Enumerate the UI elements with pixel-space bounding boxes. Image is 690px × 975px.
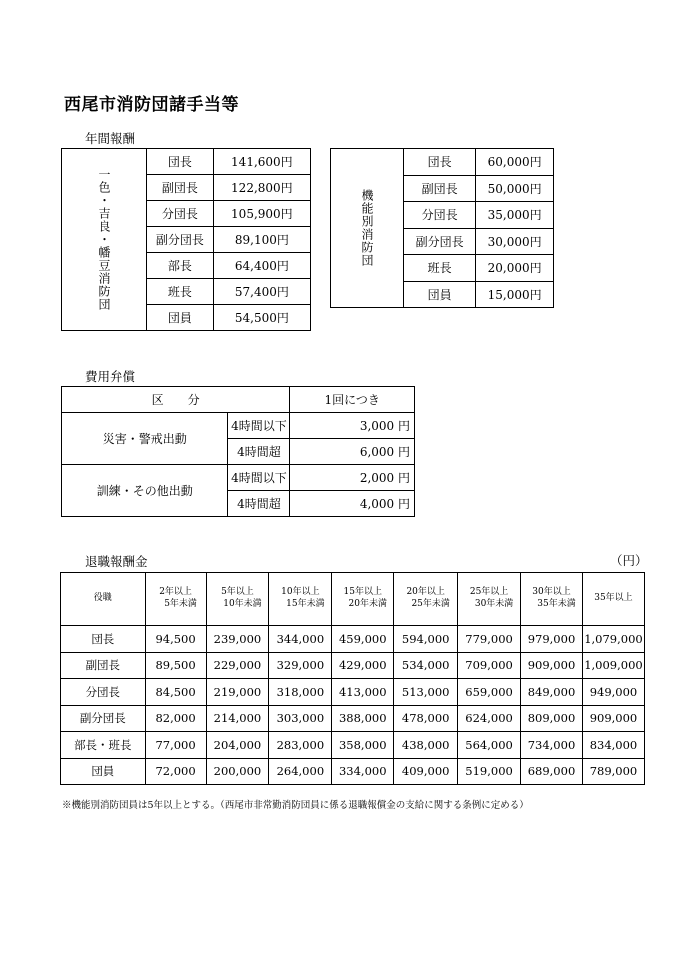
retirement-row bbox=[61, 652, 645, 679]
annual-role: 副団長 bbox=[404, 175, 476, 202]
retirement-value: 89,500 bbox=[145, 652, 206, 679]
expense-category: 訓練・その他出動 bbox=[62, 465, 228, 517]
retirement-value: 82,000 bbox=[145, 705, 206, 732]
retirement-value: 200,000 bbox=[206, 758, 269, 785]
header-30-35: 30年以上 35年未満 bbox=[521, 573, 583, 626]
retirement-header-row bbox=[61, 573, 645, 626]
retirement-value: 239,000 bbox=[206, 626, 269, 653]
annual-role: 副分団長 bbox=[404, 228, 476, 255]
retirement-value: 689,000 bbox=[521, 758, 583, 785]
expense-table bbox=[61, 386, 415, 517]
retirement-value: 329,000 bbox=[269, 652, 332, 679]
retirement-value: 849,000 bbox=[521, 679, 583, 706]
annual-role: 団員 bbox=[147, 305, 214, 331]
retirement-value: 1,009,000 bbox=[582, 652, 644, 679]
retirement-value: 789,000 bbox=[582, 758, 644, 785]
retirement-value: 624,000 bbox=[458, 705, 521, 732]
retirement-role: 団員 bbox=[61, 758, 146, 785]
retirement-value: 72,000 bbox=[145, 758, 206, 785]
retirement-value: 409,000 bbox=[394, 758, 458, 785]
retirement-value: 979,000 bbox=[521, 626, 583, 653]
annual-table-main bbox=[61, 148, 311, 331]
retirement-role: 分団長 bbox=[61, 679, 146, 706]
retirement-value: 459,000 bbox=[332, 626, 394, 653]
retirement-table bbox=[60, 572, 645, 785]
annual-role: 団員 bbox=[404, 281, 476, 308]
retirement-value: 594,000 bbox=[394, 626, 458, 653]
expense-amount-header: 1回につき bbox=[290, 387, 415, 413]
annual-amount: 64,400円 bbox=[213, 253, 310, 279]
annual-role: 班長 bbox=[404, 255, 476, 282]
retirement-value: 779,000 bbox=[458, 626, 521, 653]
retirement-value: 77,000 bbox=[145, 732, 206, 759]
expense-duration: 4時間超 bbox=[228, 439, 290, 465]
retirement-value: 429,000 bbox=[332, 652, 394, 679]
retirement-value: 283,000 bbox=[269, 732, 332, 759]
expense-heading: 費用弁償 bbox=[85, 369, 136, 384]
footnote: ※機能別消防団員は5年以上とする。（西尾市非常勤消防団員に係る退職報償金の支給に関する条例に定める） bbox=[62, 800, 529, 811]
annual-amount: 89,100円 bbox=[213, 227, 310, 253]
retirement-row bbox=[61, 679, 645, 706]
expense-amount: 2,000 円 bbox=[290, 465, 415, 491]
header-5-10: 5年以上 10年未満 bbox=[206, 573, 269, 626]
header-role: 役職 bbox=[61, 573, 146, 626]
annual-amount: 20,000円 bbox=[476, 255, 554, 282]
annual-amount: 50,000円 bbox=[476, 175, 554, 202]
annual-amount: 122,800円 bbox=[213, 175, 310, 201]
annual-role: 団長 bbox=[404, 149, 476, 176]
annual-amount: 35,000円 bbox=[476, 202, 554, 229]
expense-duration: 4時間以下 bbox=[228, 465, 290, 491]
annual-role: 副団長 bbox=[147, 175, 214, 201]
retirement-row bbox=[61, 732, 645, 759]
retirement-value: 909,000 bbox=[521, 652, 583, 679]
annual-role: 副分団長 bbox=[147, 227, 214, 253]
retirement-value: 909,000 bbox=[582, 705, 644, 732]
retirement-row bbox=[61, 705, 645, 732]
retirement-value: 358,000 bbox=[332, 732, 394, 759]
annual-role: 団長 bbox=[147, 149, 214, 175]
expense-category: 災害・警戒出動 bbox=[62, 413, 228, 465]
annual-role: 分団長 bbox=[147, 201, 214, 227]
annual-amount: 60,000円 bbox=[476, 149, 554, 176]
retirement-value: 264,000 bbox=[269, 758, 332, 785]
expense-row bbox=[62, 465, 415, 491]
retirement-value: 94,500 bbox=[145, 626, 206, 653]
retirement-value: 478,000 bbox=[394, 705, 458, 732]
annual-amount: 54,500円 bbox=[213, 305, 310, 331]
header-25-30: 25年以上 30年未満 bbox=[458, 573, 521, 626]
retirement-value: 659,000 bbox=[458, 679, 521, 706]
retirement-role: 団長 bbox=[61, 626, 146, 653]
main-annual-row bbox=[62, 149, 311, 175]
header-10-15: 10年以上 15年未満 bbox=[269, 573, 332, 626]
retirement-role: 部長・班長 bbox=[61, 732, 146, 759]
header-15-20: 15年以上 20年未満 bbox=[332, 573, 394, 626]
main-group-label-cell bbox=[62, 149, 147, 331]
annual-amount: 105,900円 bbox=[213, 201, 310, 227]
retirement-value: 534,000 bbox=[394, 652, 458, 679]
expense-row bbox=[62, 413, 415, 439]
retirement-value: 513,000 bbox=[394, 679, 458, 706]
annual-role: 班長 bbox=[147, 279, 214, 305]
retirement-heading: 退職報酬金 bbox=[85, 554, 148, 569]
retirement-value: 438,000 bbox=[394, 732, 458, 759]
retirement-value: 949,000 bbox=[582, 679, 644, 706]
annual-amount: 15,000円 bbox=[476, 281, 554, 308]
retirement-value: 734,000 bbox=[521, 732, 583, 759]
expense-amount: 6,000 円 bbox=[290, 439, 415, 465]
annual-amount: 30,000円 bbox=[476, 228, 554, 255]
annual-amount: 57,400円 bbox=[213, 279, 310, 305]
retirement-value: 84,500 bbox=[145, 679, 206, 706]
retirement-value: 303,000 bbox=[269, 705, 332, 732]
expense-duration: 4時間超 bbox=[228, 491, 290, 517]
expense-amount: 3,000 円 bbox=[290, 413, 415, 439]
expense-duration: 4時間以下 bbox=[228, 413, 290, 439]
retirement-value: 834,000 bbox=[582, 732, 644, 759]
annual-role: 分団長 bbox=[404, 202, 476, 229]
header-20-25: 20年以上 25年未満 bbox=[394, 573, 458, 626]
annual-amount: 141,600円 bbox=[213, 149, 310, 175]
retirement-value: 564,000 bbox=[458, 732, 521, 759]
retirement-row bbox=[61, 758, 645, 785]
retirement-role: 副団長 bbox=[61, 652, 146, 679]
functional-annual-row bbox=[331, 149, 554, 176]
main-group-label: 一色・吉良・幡豆消防団 bbox=[97, 168, 111, 311]
retirement-value: 413,000 bbox=[332, 679, 394, 706]
expense-category-header: 区 分 bbox=[62, 387, 290, 413]
retirement-value: 229,000 bbox=[206, 652, 269, 679]
header-35-plus: 35年以上 bbox=[582, 573, 644, 626]
annual-role: 部長 bbox=[147, 253, 214, 279]
retirement-value: 709,000 bbox=[458, 652, 521, 679]
retirement-value: 318,000 bbox=[269, 679, 332, 706]
annual-heading: 年間報酬 bbox=[85, 131, 136, 146]
annual-table-functional bbox=[330, 148, 554, 308]
retirement-value: 204,000 bbox=[206, 732, 269, 759]
functional-group-label: 機能別消防団 bbox=[360, 189, 374, 267]
header-2-5: 2年以上 5年未満 bbox=[145, 573, 206, 626]
functional-group-label-cell bbox=[331, 149, 404, 308]
retirement-role: 副分団長 bbox=[61, 705, 146, 732]
retirement-value: 1,079,000 bbox=[582, 626, 644, 653]
expense-header-row bbox=[62, 387, 415, 413]
retirement-value: 809,000 bbox=[521, 705, 583, 732]
retirement-value: 214,000 bbox=[206, 705, 269, 732]
expense-amount: 4,000 円 bbox=[290, 491, 415, 517]
retirement-value: 334,000 bbox=[332, 758, 394, 785]
retirement-value: 344,000 bbox=[269, 626, 332, 653]
retirement-value: 519,000 bbox=[458, 758, 521, 785]
retirement-unit: （円） bbox=[610, 553, 648, 568]
retirement-value: 388,000 bbox=[332, 705, 394, 732]
page-title: 西尾市消防団諸手当等 bbox=[64, 95, 239, 115]
retirement-value: 219,000 bbox=[206, 679, 269, 706]
retirement-row bbox=[61, 626, 645, 653]
